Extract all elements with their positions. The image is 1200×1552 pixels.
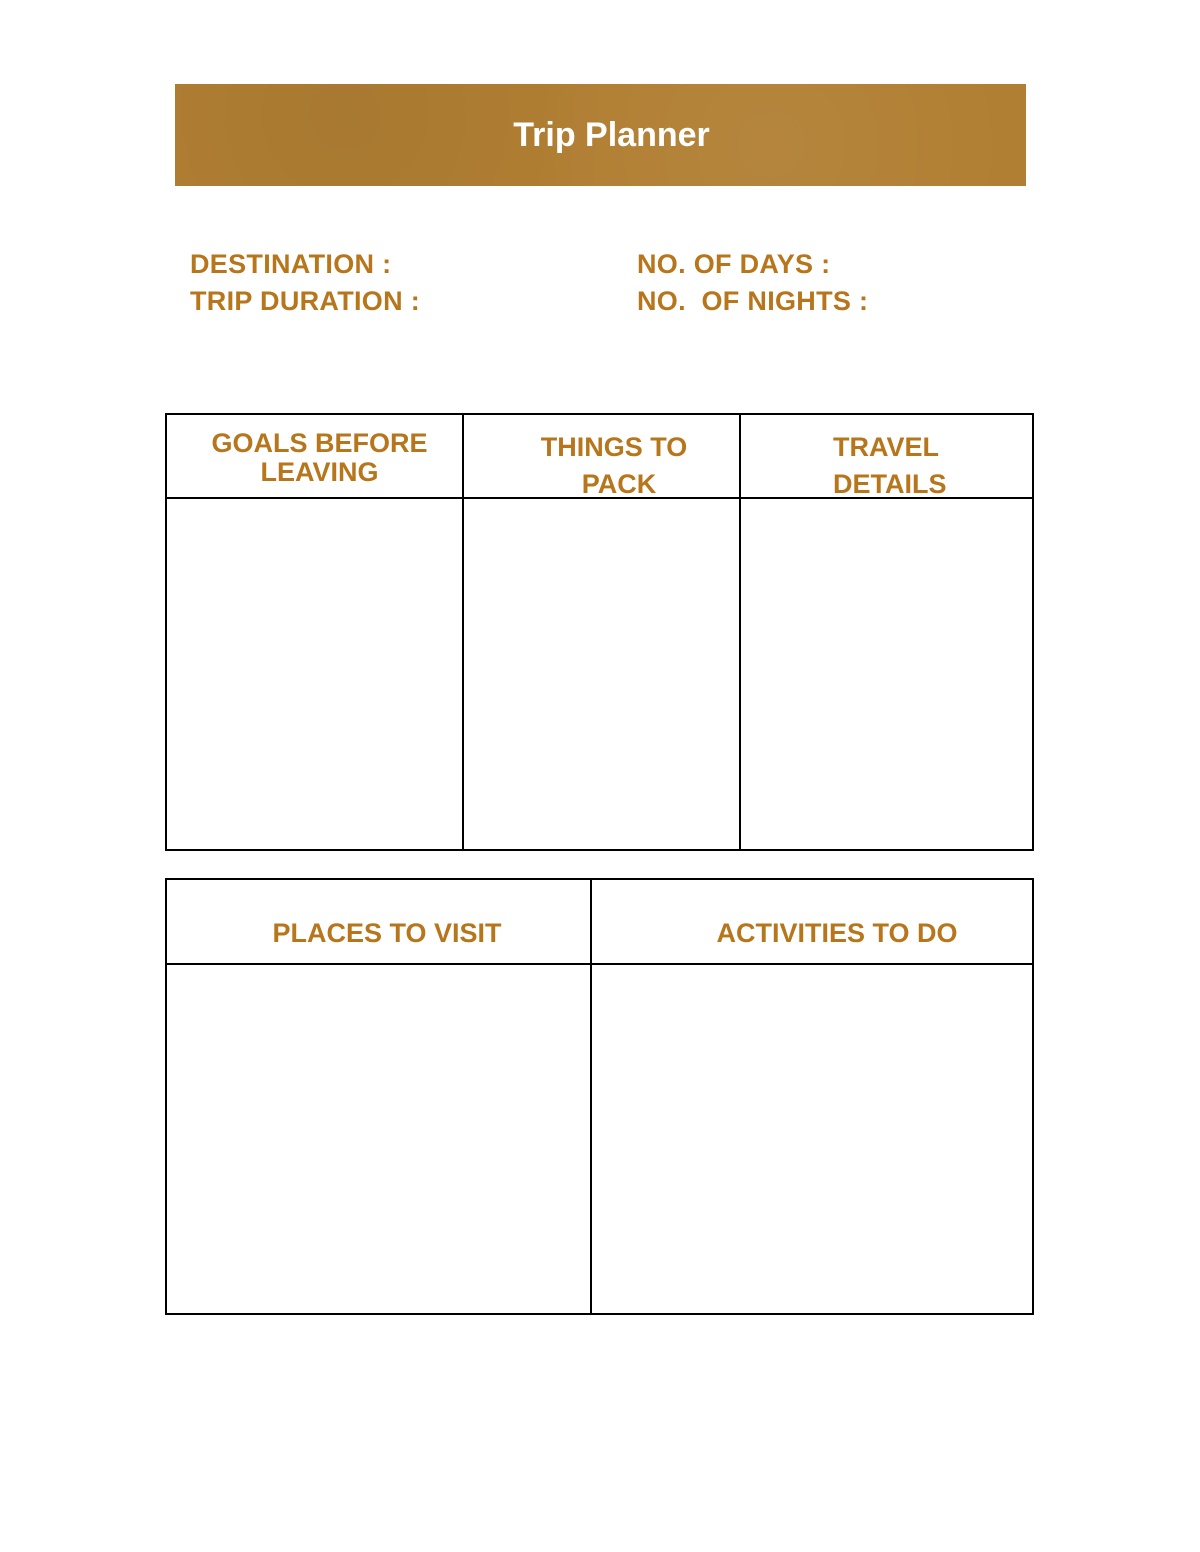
travel-details-cell[interactable] bbox=[741, 499, 1032, 849]
page-title: Trip Planner bbox=[513, 115, 710, 154]
header-things-to-pack bbox=[464, 429, 764, 503]
header-line: TRAVEL bbox=[833, 432, 939, 462]
activities-to-do-cell[interactable] bbox=[592, 965, 1032, 1313]
places-activities-table bbox=[165, 878, 1034, 1315]
trip-duration-label: TRIP DURATION : bbox=[190, 286, 420, 316]
title-banner bbox=[175, 84, 1026, 186]
destination-label: DESTINATION : bbox=[190, 249, 392, 279]
header-places-to-visit: PLACES TO VISIT bbox=[272, 918, 502, 948]
header-line: GOALS BEFORE bbox=[211, 428, 428, 458]
things-to-pack-cell[interactable] bbox=[464, 499, 739, 849]
header-line: LEAVING bbox=[260, 457, 379, 487]
header-goals-before-leaving bbox=[167, 429, 472, 487]
places-to-visit-cell[interactable] bbox=[167, 965, 590, 1313]
header-activities-to-do: ACTIVITIES TO DO bbox=[716, 918, 958, 948]
goals-before-leaving-cell[interactable] bbox=[167, 499, 462, 849]
header-line: PACK bbox=[581, 469, 657, 499]
header-travel-details bbox=[741, 429, 1051, 503]
planning-table bbox=[165, 413, 1034, 851]
header-line: DETAILS bbox=[833, 469, 947, 499]
no-of-nights-label: NO. OF NIGHTS : bbox=[637, 286, 869, 316]
no-of-days-label: NO. OF DAYS : bbox=[637, 249, 831, 279]
header-line: THINGS TO bbox=[540, 432, 688, 462]
